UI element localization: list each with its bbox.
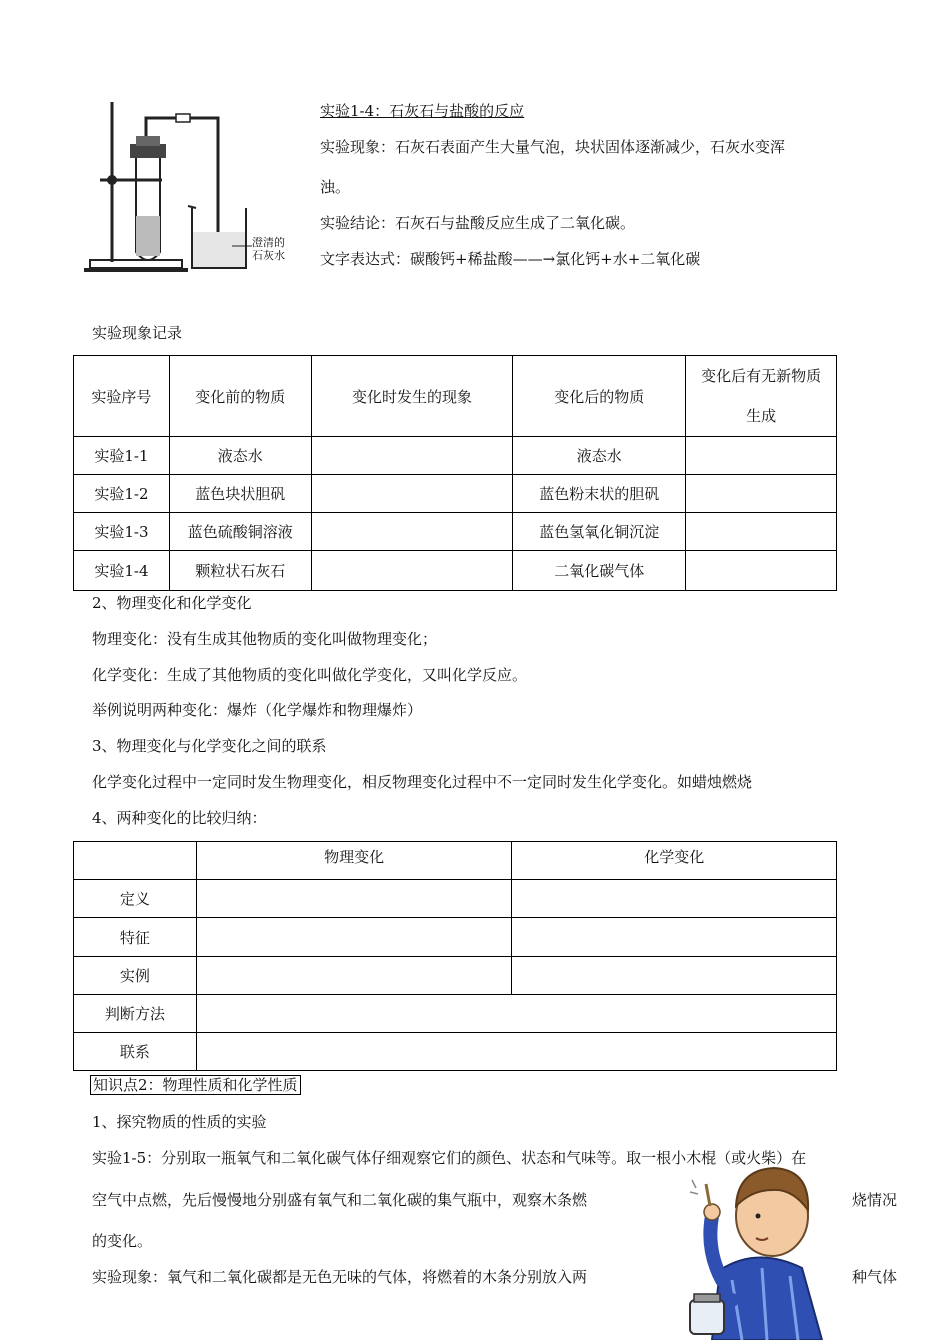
exp15-line3: 的变化。 bbox=[92, 1232, 153, 1250]
record-table bbox=[73, 355, 837, 591]
table-cell bbox=[311, 513, 513, 551]
table-cell bbox=[196, 957, 512, 995]
table-cell bbox=[686, 475, 837, 513]
exp14-phenomenon-l1: 实验现象：石灰石表面产生大量气泡，块状固体逐渐减少，石灰水变浑 bbox=[320, 138, 786, 156]
figure-label: 澄清的石灰水 bbox=[252, 236, 285, 262]
comparison-table bbox=[73, 841, 837, 1071]
table-cell: 实验1-1 bbox=[74, 437, 170, 475]
physical-change-def: 物理变化：没有生成其他物质的变化叫做物理变化； bbox=[92, 630, 438, 648]
table-cell: 实验1-3 bbox=[74, 513, 170, 551]
comparison-row-label: 定义 bbox=[74, 880, 197, 918]
section3-title: 3、物理变化与化学变化之间的联系 bbox=[92, 737, 327, 755]
table-row bbox=[74, 513, 837, 551]
table-cell bbox=[686, 437, 837, 475]
phenomenon-a: 实验现象：氧气和二氧化碳都是无色无味的气体，将燃着的木条分别放入两 bbox=[92, 1268, 588, 1286]
table-cell: 颗粒状石灰石 bbox=[169, 551, 311, 591]
table-row bbox=[74, 475, 837, 513]
comparison-row-label: 特征 bbox=[74, 918, 197, 957]
chemical-change-def: 化学变化：生成了其他物质的变化叫做化学变化，又叫化学反应。 bbox=[92, 666, 528, 684]
comparison-row-label: 实例 bbox=[74, 957, 197, 995]
table-cell: 蓝色氢氧化铜沉淀 bbox=[513, 513, 686, 551]
table-cell: 实验1-2 bbox=[74, 475, 170, 513]
table-row bbox=[74, 918, 837, 957]
comparison-header-cell: 物理变化 bbox=[196, 842, 512, 880]
exp14-conclusion: 实验结论：石灰石与盐酸反应生成了二氧化碳。 bbox=[320, 214, 636, 232]
record-header-cell: 变化前的物质 bbox=[169, 356, 311, 437]
exp15-line2b: 烧情况 bbox=[852, 1191, 898, 1209]
exp14-title: 实验1-4：石灰石与盐酸的反应 bbox=[320, 102, 525, 120]
table-row bbox=[74, 551, 837, 591]
table-cell bbox=[311, 475, 513, 513]
table-cell bbox=[686, 513, 837, 551]
table-row bbox=[74, 995, 837, 1033]
exp14-phenomenon-l2: 浊。 bbox=[320, 178, 351, 196]
table-cell: 二氧化碳气体 bbox=[513, 551, 686, 591]
record-header-row bbox=[74, 356, 837, 437]
table-row bbox=[74, 437, 837, 475]
section4-title: 4、两种变化的比较归纳： bbox=[92, 809, 267, 827]
table-cell: 蓝色硫酸铜溶液 bbox=[169, 513, 311, 551]
comparison-header-row bbox=[74, 842, 837, 880]
record-header-cell: 变化时发生的现象 bbox=[311, 356, 513, 437]
table-cell bbox=[196, 995, 836, 1033]
comparison-row-label: 判断方法 bbox=[74, 995, 197, 1033]
table-cell bbox=[512, 918, 837, 957]
table-row bbox=[74, 880, 837, 918]
table-cell bbox=[512, 957, 837, 995]
exp15-line1: 实验1-5：分别取一瓶氧气和二氧化碳气体仔细观察它们的颜色、状态和气味等。取一根小木棍（或火柴）在 bbox=[92, 1149, 807, 1167]
table-cell bbox=[196, 1033, 836, 1071]
table-cell bbox=[311, 551, 513, 591]
comparison-header-cell bbox=[74, 842, 197, 880]
table-row bbox=[74, 957, 837, 995]
table-cell: 液态水 bbox=[513, 437, 686, 475]
section2-title: 2、物理变化和化学变化 bbox=[92, 594, 252, 612]
knowledge2-title bbox=[90, 1075, 301, 1095]
exp15-line2a: 空气中点燃，先后慢慢地分别盛有氧气和二氧化碳的集气瓶中，观察木条燃 bbox=[92, 1191, 588, 1209]
record-header-cell: 变化后有无新物质生成 bbox=[686, 356, 837, 437]
table-cell: 蓝色粉末状的胆矾 bbox=[513, 475, 686, 513]
record-header-cell: 实验序号 bbox=[74, 356, 170, 437]
record-header-cell: 变化后的物质 bbox=[513, 356, 686, 437]
phenomenon-b: 种气体 bbox=[852, 1268, 898, 1286]
boy-illustration bbox=[672, 1150, 842, 1340]
comparison-header-cell: 化学变化 bbox=[512, 842, 837, 880]
table-cell bbox=[512, 880, 837, 918]
table-cell bbox=[311, 437, 513, 475]
knowledge2-title-text: 知识点2：物理性质和化学性质 bbox=[90, 1075, 301, 1095]
table-cell: 液态水 bbox=[169, 437, 311, 475]
table-cell bbox=[196, 880, 512, 918]
change-example: 举例说明两种变化：爆炸（化学爆炸和物理爆炸） bbox=[92, 701, 423, 719]
knowledge2-sub1: 1、探究物质的性质的实验 bbox=[92, 1113, 267, 1131]
table-cell: 蓝色块状胆矾 bbox=[169, 475, 311, 513]
table-row bbox=[74, 1033, 837, 1071]
exp14-equation: 文字表达式：碳酸钙+稀盐酸——→氯化钙+水+二氧化碳 bbox=[320, 250, 701, 268]
table-cell bbox=[196, 918, 512, 957]
comparison-row-label: 联系 bbox=[74, 1033, 197, 1071]
record-heading: 实验现象记录 bbox=[92, 324, 183, 342]
boy-drawing bbox=[672, 1150, 842, 1340]
apparatus-figure bbox=[80, 96, 300, 276]
table-cell bbox=[686, 551, 837, 591]
table-cell: 实验1-4 bbox=[74, 551, 170, 591]
section3-text: 化学变化过程中一定同时发生物理变化，相反物理变化过程中不一定同时发生化学变化。如蜡烛燃烧 bbox=[92, 773, 753, 791]
